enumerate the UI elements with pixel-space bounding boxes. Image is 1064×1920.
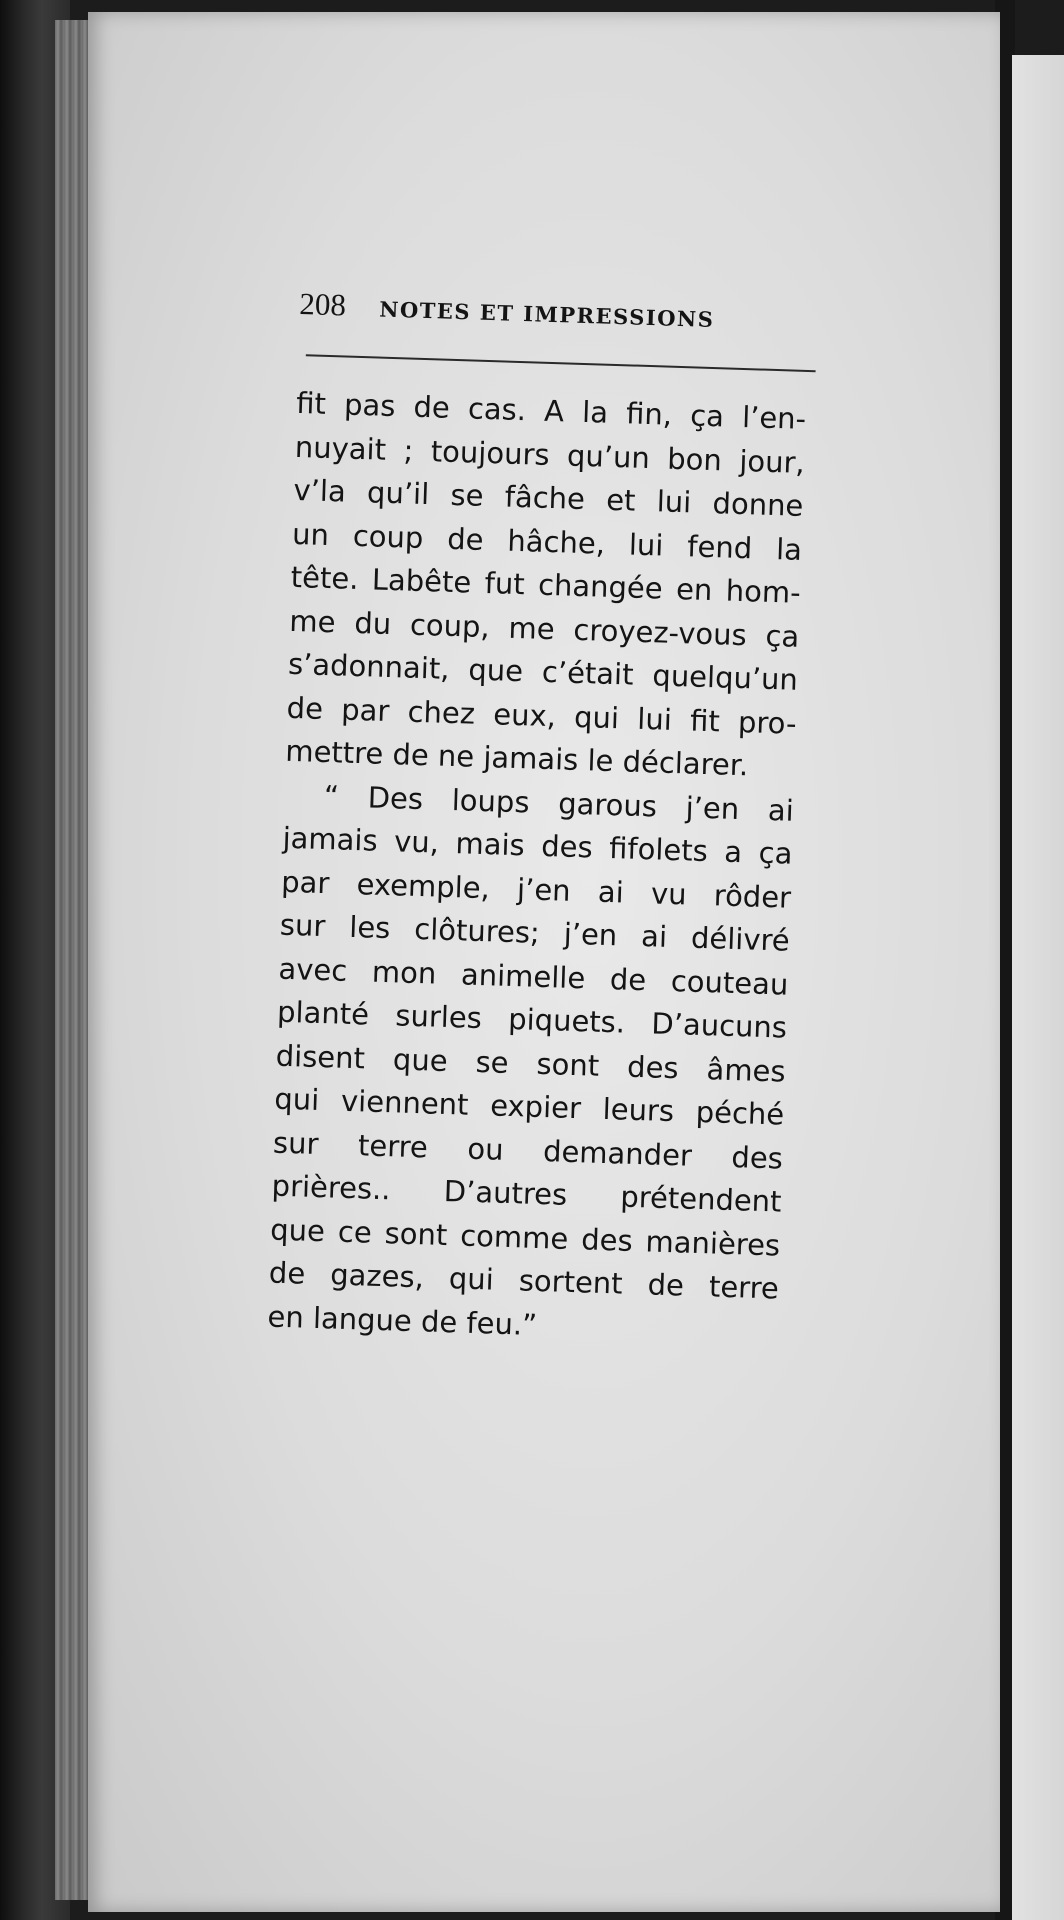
text-line: me du coup, me croyez-vous ça — [288, 603, 800, 654]
text-line: s’adonnait, que c’était quelqu’un — [287, 646, 799, 697]
text-line: v’la qu’il se fâche et lui donne — [293, 472, 804, 523]
text-line: en langue de feu.” — [267, 1298, 538, 1342]
page-number: 208 — [298, 286, 347, 323]
text-line: avec mon animelle de couteau — [278, 951, 789, 1002]
text-line: par exemple, j’en ai vu rôder — [280, 864, 792, 915]
facing-page-edge — [1012, 55, 1064, 1920]
text-line: disent que se sont des âmes — [275, 1038, 787, 1089]
text-line: tête. Labête fut changée en hom- — [290, 559, 802, 610]
body-text — [267, 382, 807, 1355]
text-line: sur les clôtures; j’en ai délivré — [279, 907, 791, 958]
text-line: nuyait ; toujours qu’un bon jour, — [294, 429, 806, 480]
text-line: “ Des loups garous j’en ai — [323, 778, 795, 828]
text-line: de gazes, qui sortent de terre — [268, 1255, 780, 1306]
page-content — [267, 286, 900, 1357]
text-line: jamais vu, mais des fifolets a ça — [282, 820, 793, 871]
text-line: prières.. D’autres prétendent — [271, 1168, 783, 1219]
text-line: de par chez eux, qui lui fit pro- — [286, 690, 798, 741]
text-line: fit pas de cas. A la fin, ça l’en- — [295, 385, 807, 436]
header-rule — [306, 354, 816, 372]
running-title: NOTES ET IMPRESSIONS — [378, 296, 715, 333]
text-line: qui viennent expier leurs péché — [273, 1081, 785, 1132]
text-line: que ce sont comme des manières — [269, 1212, 781, 1263]
text-line: planté surles piquets. D’aucuns — [276, 994, 788, 1045]
text-line: mettre de ne jamais le déclarer. — [284, 733, 749, 783]
text-line: un coup de hâche, lui fend la — [291, 516, 803, 567]
text-line: sur terre ou demander des — [272, 1125, 784, 1176]
